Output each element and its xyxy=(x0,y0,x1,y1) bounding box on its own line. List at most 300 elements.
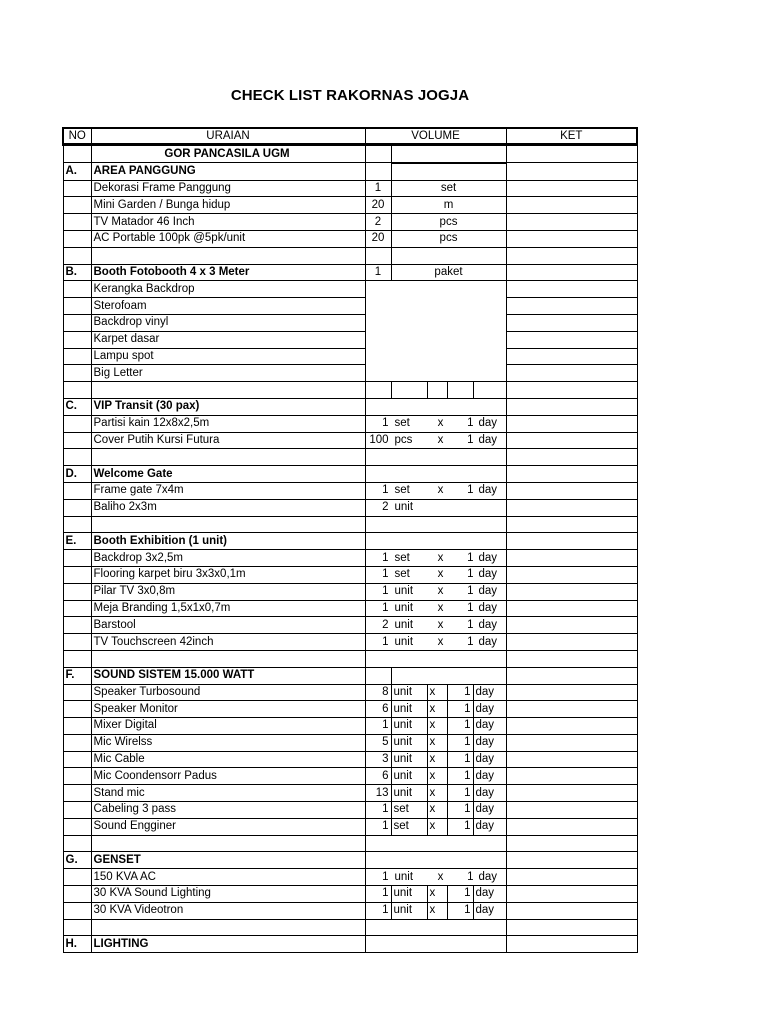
no-cell xyxy=(63,768,91,785)
header-no: NO xyxy=(63,128,91,145)
item-days: 1 xyxy=(447,768,473,785)
ket-cell xyxy=(506,902,637,919)
item-qty: 1 xyxy=(382,870,389,883)
uraian-cell xyxy=(91,449,365,466)
item-x: x xyxy=(427,902,447,919)
item-label: Partisi kain 12x8x2,5m xyxy=(91,415,365,432)
item-unit: pcs xyxy=(391,214,506,231)
ket-cell xyxy=(506,230,637,247)
ket-cell xyxy=(506,751,637,768)
no-cell xyxy=(63,314,91,331)
no-cell xyxy=(63,718,91,735)
qty-cell xyxy=(365,145,391,163)
ket-cell xyxy=(506,281,637,298)
item-label: Big Letter xyxy=(91,365,365,382)
no-cell xyxy=(63,348,91,365)
ket-cell xyxy=(506,432,637,449)
item-unit: set xyxy=(391,818,427,835)
ket-cell xyxy=(506,667,637,684)
item-label: Sound Engginer xyxy=(91,818,365,835)
item-unit: unit xyxy=(391,902,427,919)
item-label: Barstool xyxy=(91,617,365,634)
ket-cell xyxy=(506,600,637,617)
item-unit: unit xyxy=(391,785,427,802)
item-days: 1 xyxy=(467,618,474,631)
item-days: 1 xyxy=(467,568,474,581)
no-cell xyxy=(63,197,91,214)
header-volume: VOLUME xyxy=(365,128,506,145)
item-qty: 3 xyxy=(365,751,391,768)
item-row xyxy=(63,348,637,365)
item-x: x xyxy=(437,551,444,564)
volume-cell xyxy=(365,600,506,617)
item-day-unit: day xyxy=(478,551,498,564)
no-cell xyxy=(63,734,91,751)
item-label: 30 KVA Videotron xyxy=(91,902,365,919)
ket-cell xyxy=(506,516,637,533)
item-days: 1 xyxy=(447,751,473,768)
item-x: x xyxy=(427,701,447,718)
ket-cell xyxy=(506,163,637,180)
item-qty: 1 xyxy=(382,601,389,614)
item-day-unit: day xyxy=(478,618,498,631)
ket-cell xyxy=(506,886,637,903)
qty-cell xyxy=(365,667,391,684)
ket-cell xyxy=(506,768,637,785)
volume-cell xyxy=(365,432,506,449)
item-days: 1 xyxy=(467,433,474,446)
item-unit: set xyxy=(391,802,427,819)
item-qty: 2 xyxy=(365,214,391,231)
ket-cell xyxy=(506,835,637,852)
item-qty: 1 xyxy=(382,635,389,648)
ket-cell xyxy=(506,936,637,953)
item-qty: 2 xyxy=(382,501,389,514)
item-row xyxy=(63,684,637,701)
volume-grid-cell xyxy=(391,382,427,399)
volume-breakdown xyxy=(366,584,506,599)
volume-cell xyxy=(365,281,506,382)
item-row xyxy=(63,701,637,718)
no-cell xyxy=(63,600,91,617)
section-number: B. xyxy=(63,264,91,281)
volume-cell xyxy=(365,936,506,953)
volume-cell xyxy=(365,650,506,667)
section-number: F. xyxy=(63,667,91,684)
item-row xyxy=(63,298,637,315)
volume-cell xyxy=(365,533,506,550)
section-row xyxy=(63,667,637,684)
volume-breakdown xyxy=(366,500,506,515)
ket-cell xyxy=(506,919,637,936)
ket-cell xyxy=(506,533,637,550)
item-qty: 1 xyxy=(382,417,389,430)
item-row xyxy=(63,197,637,214)
no-cell xyxy=(63,751,91,768)
ket-cell xyxy=(506,701,637,718)
document-title: CHECK LIST RAKORNAS JOGJA xyxy=(230,87,470,104)
item-unit: pcs xyxy=(394,433,413,446)
no-cell xyxy=(63,566,91,583)
ket-cell xyxy=(506,818,637,835)
no-cell xyxy=(63,634,91,651)
item-row xyxy=(63,734,637,751)
unit-cell xyxy=(391,145,506,163)
item-days: 1 xyxy=(467,635,474,648)
item-row xyxy=(63,415,637,432)
item-days: 1 xyxy=(447,886,473,903)
ket-cell xyxy=(506,314,637,331)
volume-cell xyxy=(365,617,506,634)
item-label: 150 KVA AC xyxy=(91,869,365,886)
ket-cell xyxy=(506,734,637,751)
volume-cell xyxy=(365,919,506,936)
ket-cell xyxy=(506,617,637,634)
volume-breakdown xyxy=(366,567,506,582)
item-x: x xyxy=(437,635,444,648)
item-days: 1 xyxy=(467,551,474,564)
ket-cell xyxy=(506,869,637,886)
ket-cell xyxy=(506,482,637,499)
no-cell xyxy=(63,785,91,802)
item-x: x xyxy=(427,751,447,768)
no-cell xyxy=(63,919,91,936)
item-label: Mini Garden / Bunga hidup xyxy=(91,197,365,214)
item-qty: 5 xyxy=(365,734,391,751)
ket-cell xyxy=(506,802,637,819)
ket-cell xyxy=(506,449,637,466)
ket-cell xyxy=(506,583,637,600)
item-days: 1 xyxy=(447,785,473,802)
no-cell xyxy=(63,617,91,634)
no-cell xyxy=(63,365,91,382)
item-day-unit: day xyxy=(473,751,506,768)
uraian-cell xyxy=(91,919,365,936)
no-cell xyxy=(63,684,91,701)
no-cell xyxy=(63,802,91,819)
item-unit: pcs xyxy=(391,230,506,247)
item-day-unit: day xyxy=(473,818,506,835)
item-unit: unit xyxy=(391,734,427,751)
no-cell xyxy=(63,869,91,886)
ket-cell xyxy=(506,180,637,197)
no-cell xyxy=(63,818,91,835)
no-cell xyxy=(63,482,91,499)
item-day-unit: day xyxy=(478,568,498,581)
item-x: x xyxy=(437,601,444,614)
item-days: 1 xyxy=(447,802,473,819)
ket-cell xyxy=(506,785,637,802)
item-day-unit: day xyxy=(478,870,498,883)
no-cell xyxy=(63,281,91,298)
item-label: Stand mic xyxy=(91,785,365,802)
ket-cell xyxy=(506,634,637,651)
item-label: Backdrop vinyl xyxy=(91,314,365,331)
item-x: x xyxy=(437,568,444,581)
section-title: Booth Exhibition (1 unit) xyxy=(91,533,365,550)
no-cell xyxy=(63,701,91,718)
section-number: D. xyxy=(63,466,91,483)
ket-cell xyxy=(506,415,637,432)
item-qty: 8 xyxy=(365,684,391,701)
volume-cell xyxy=(365,583,506,600)
qty-cell xyxy=(365,163,391,180)
venue-row xyxy=(63,145,637,163)
item-qty: 1 xyxy=(382,484,389,497)
section-row xyxy=(63,466,637,483)
ket-cell xyxy=(506,466,637,483)
item-row xyxy=(63,331,637,348)
item-row xyxy=(63,600,637,617)
item-day-unit: day xyxy=(478,484,498,497)
volume-breakdown xyxy=(366,433,506,448)
item-row xyxy=(63,365,637,382)
empty-row xyxy=(63,516,637,533)
item-row xyxy=(63,432,637,449)
ket-cell xyxy=(506,197,637,214)
item-unit: unit xyxy=(391,886,427,903)
volume-cell xyxy=(365,398,506,415)
item-qty: 1 xyxy=(365,886,391,903)
volume-cell xyxy=(365,415,506,432)
unit-cell: paket xyxy=(391,264,506,281)
item-day-unit: day xyxy=(478,635,498,648)
no-cell xyxy=(63,432,91,449)
ket-cell xyxy=(506,247,637,264)
ket-cell xyxy=(506,365,637,382)
item-days: 1 xyxy=(447,718,473,735)
section-title: Welcome Gate xyxy=(91,466,365,483)
item-label: 30 KVA Sound Lighting xyxy=(91,886,365,903)
volume-grid-cell xyxy=(427,382,447,399)
item-label: Meja Branding 1,5x1x0,7m xyxy=(91,600,365,617)
item-row xyxy=(63,583,637,600)
item-day-unit: day xyxy=(473,785,506,802)
volume-breakdown xyxy=(366,870,506,885)
item-row xyxy=(63,768,637,785)
item-label: Kerangka Backdrop xyxy=(91,281,365,298)
volume-cell xyxy=(365,550,506,567)
item-day-unit: day xyxy=(473,886,506,903)
item-label: Lampu spot xyxy=(91,348,365,365)
venue-title: GOR PANCASILA UGM xyxy=(91,145,365,163)
item-row xyxy=(63,718,637,735)
item-unit: unit xyxy=(391,684,427,701)
item-qty: 1 xyxy=(382,551,389,564)
item-x: x xyxy=(437,585,444,598)
section-row xyxy=(63,852,637,869)
volume-cell xyxy=(365,499,506,516)
volume-cell xyxy=(365,566,506,583)
ket-cell xyxy=(506,650,637,667)
uraian-cell xyxy=(91,835,365,852)
volume-cell xyxy=(365,516,506,533)
item-day-unit: day xyxy=(473,684,506,701)
item-row xyxy=(63,550,637,567)
item-label: Pilar TV 3x0,8m xyxy=(91,583,365,600)
section-title: SOUND SISTEM 15.000 WATT xyxy=(91,667,365,684)
ket-cell xyxy=(506,298,637,315)
item-qty: 2 xyxy=(382,618,389,631)
item-label: Mic Wirelss xyxy=(91,734,365,751)
item-label: Mic Coondensorr Padus xyxy=(91,768,365,785)
item-day-unit: day xyxy=(473,768,506,785)
item-row xyxy=(63,802,637,819)
empty-row xyxy=(63,382,637,399)
header-uraian: URAIAN xyxy=(91,128,365,145)
item-unit: unit xyxy=(394,585,414,598)
item-row xyxy=(63,499,637,516)
ket-cell xyxy=(506,684,637,701)
no-cell xyxy=(63,180,91,197)
empty-row xyxy=(63,919,637,936)
uraian-cell xyxy=(91,516,365,533)
ket-cell xyxy=(506,398,637,415)
item-qty: 1 xyxy=(365,818,391,835)
item-x: x xyxy=(427,734,447,751)
item-qty: 20 xyxy=(365,197,391,214)
qty-cell: 1 xyxy=(365,264,391,281)
volume-breakdown xyxy=(366,618,506,633)
item-unit: unit xyxy=(394,635,414,648)
item-day-unit: day xyxy=(478,433,498,446)
item-days: 1 xyxy=(467,417,474,430)
item-label: Speaker Monitor xyxy=(91,701,365,718)
volume-breakdown xyxy=(366,635,506,650)
uraian-cell xyxy=(91,247,365,264)
no-cell xyxy=(63,449,91,466)
ket-cell xyxy=(506,145,637,163)
qty-cell xyxy=(365,247,391,264)
item-days: 1 xyxy=(467,585,474,598)
section-row xyxy=(63,264,637,281)
item-qty: 1 xyxy=(365,718,391,735)
empty-row xyxy=(63,650,637,667)
section-number: A. xyxy=(63,163,91,180)
item-days: 1 xyxy=(467,870,474,883)
no-cell xyxy=(63,499,91,516)
section-row xyxy=(63,533,637,550)
no-cell xyxy=(63,886,91,903)
item-x: x xyxy=(427,802,447,819)
item-unit: unit xyxy=(391,768,427,785)
item-row xyxy=(63,751,637,768)
item-x: x xyxy=(427,818,447,835)
checklist-table xyxy=(62,127,638,953)
item-row xyxy=(63,214,637,231)
item-x: x xyxy=(427,718,447,735)
volume-grid-cell xyxy=(473,382,506,399)
ket-cell xyxy=(506,566,637,583)
no-cell xyxy=(63,415,91,432)
item-unit: set xyxy=(394,551,410,564)
item-row xyxy=(63,281,637,298)
item-label: Dekorasi Frame Panggung xyxy=(91,180,365,197)
ket-cell xyxy=(506,718,637,735)
no-cell xyxy=(63,145,91,163)
volume-cell xyxy=(365,466,506,483)
volume-cell xyxy=(365,852,506,869)
item-days: 1 xyxy=(447,818,473,835)
section-number: E. xyxy=(63,533,91,550)
item-x: x xyxy=(427,768,447,785)
item-label: TV Matador 46 Inch xyxy=(91,214,365,231)
item-day-unit: day xyxy=(473,802,506,819)
header-row xyxy=(63,128,637,145)
ket-cell xyxy=(506,264,637,281)
item-label: Frame gate 7x4m xyxy=(91,482,365,499)
item-qty: 1 xyxy=(382,585,389,598)
item-qty: 100 xyxy=(369,433,389,446)
item-label: Mixer Digital xyxy=(91,718,365,735)
item-qty: 1 xyxy=(365,180,391,197)
item-x: x xyxy=(437,870,444,883)
item-label: Sterofoam xyxy=(91,298,365,315)
header-ket: KET xyxy=(506,128,637,145)
item-unit: unit xyxy=(391,718,427,735)
item-qty: 6 xyxy=(365,768,391,785)
item-label: Speaker Turbosound xyxy=(91,684,365,701)
uraian-cell xyxy=(91,650,365,667)
section-number: C. xyxy=(63,398,91,415)
ket-cell xyxy=(506,852,637,869)
item-x: x xyxy=(437,417,444,430)
item-day-unit: day xyxy=(473,734,506,751)
item-day-unit: day xyxy=(473,718,506,735)
volume-breakdown xyxy=(366,483,506,498)
item-x: x xyxy=(427,684,447,701)
item-x: x xyxy=(437,618,444,631)
item-day-unit: day xyxy=(478,601,498,614)
ket-cell xyxy=(506,331,637,348)
item-qty: 1 xyxy=(365,902,391,919)
item-unit: unit xyxy=(394,501,414,514)
item-row xyxy=(63,818,637,835)
section-title: GENSET xyxy=(91,852,365,869)
section-number: G. xyxy=(63,852,91,869)
item-unit: unit xyxy=(394,618,414,631)
item-days: 1 xyxy=(447,734,473,751)
empty-row xyxy=(63,247,637,264)
uraian-cell xyxy=(91,382,365,399)
volume-cell xyxy=(365,869,506,886)
item-unit: set xyxy=(394,417,410,430)
item-row xyxy=(63,634,637,651)
no-cell xyxy=(63,298,91,315)
ket-cell xyxy=(506,382,637,399)
no-cell xyxy=(63,516,91,533)
ket-cell xyxy=(506,499,637,516)
section-title: AREA PANGGUNG xyxy=(91,163,365,180)
item-row xyxy=(63,482,637,499)
item-days: 1 xyxy=(467,601,474,614)
item-days: 1 xyxy=(467,484,474,497)
item-label: Cover Putih Kursi Futura xyxy=(91,432,365,449)
no-cell xyxy=(63,902,91,919)
item-qty: 20 xyxy=(365,230,391,247)
no-cell xyxy=(63,583,91,600)
no-cell xyxy=(63,214,91,231)
section-title: Booth Fotobooth 4 x 3 Meter xyxy=(91,264,365,281)
ket-cell xyxy=(506,214,637,231)
empty-row xyxy=(63,449,637,466)
section-title: LIGHTING xyxy=(91,936,365,953)
item-x: x xyxy=(437,484,444,497)
item-label: AC Portable 100pk @5pk/unit xyxy=(91,230,365,247)
section-number: H. xyxy=(63,936,91,953)
item-qty: 1 xyxy=(365,802,391,819)
item-unit: set xyxy=(394,484,410,497)
